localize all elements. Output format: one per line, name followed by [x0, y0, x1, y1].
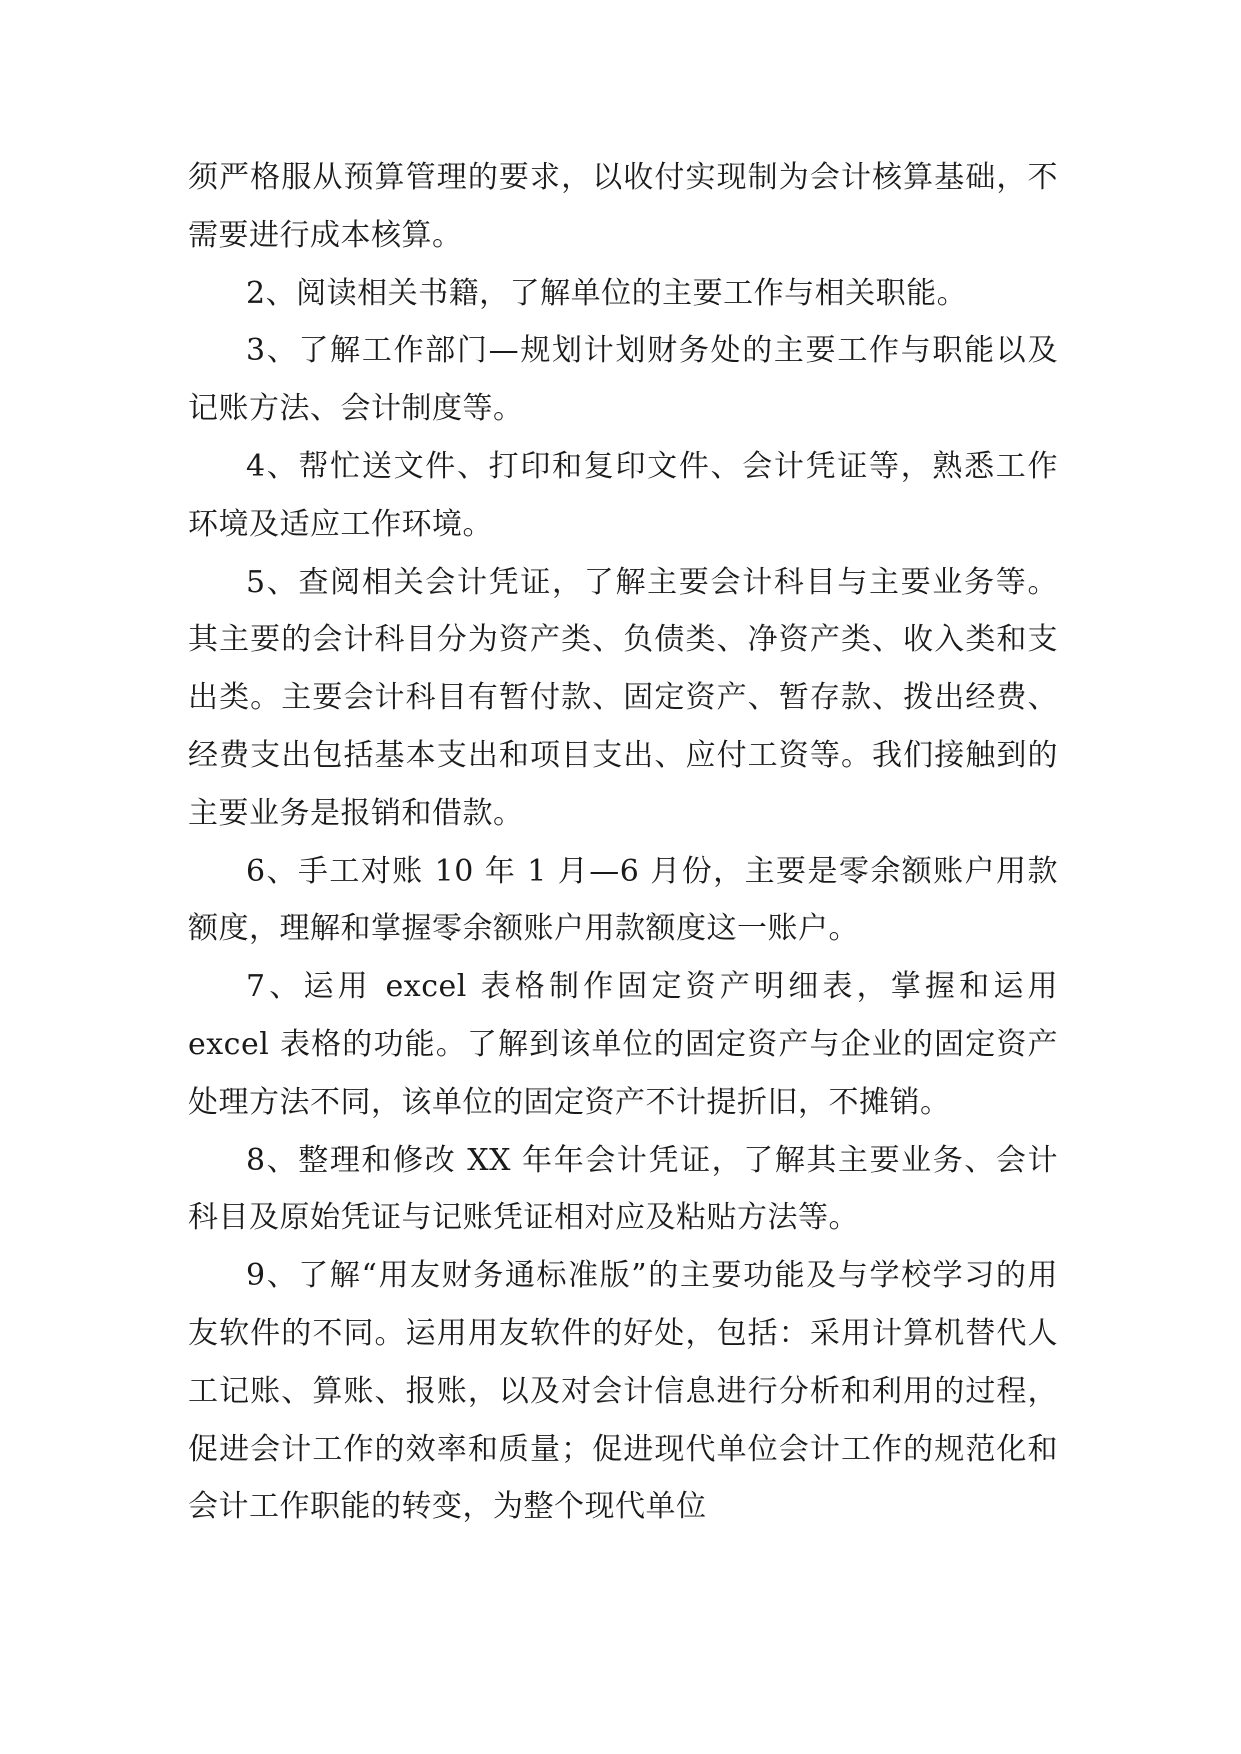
paragraph-item-7: 7、运用 excel 表格制作固定资产明细表，掌握和运用 excel 表格的功能。了解到该单位的固定资产与企业的固定资产处理方法不同，该单位的固定资产不计提折旧，不摊销。: [188, 969, 1058, 1120]
paragraph-item-6: 6、手工对账 10 年 1 月—6 月份，主要是零余额账户用款额度，理解和掌握零余额账户用款额度这一账户。: [188, 853, 1058, 947]
paragraph-item-4: 4、帮忙送文件、打印和复印文件、会计凭证等，熟悉工作环境及适应工作环境。: [188, 448, 1058, 542]
paragraph-item-5: 5、查阅相关会计凭证，了解主要会计科目与主要业务等。其主要的会计科目分为资产类、负债类、净资产类、收入类和支出类。主要会计科目有暂付款、固定资产、暂存款、拨出经费、经费支出包括基本支出和项目支出、应付工资等。我们接触到的主要业务是报销和借款。: [188, 564, 1058, 831]
document-body: [188, 149, 1058, 1536]
paragraph-continuation: 须严格服从预算管理的要求，以收付实现制为会计核算基础，不需要进行成本核算。: [188, 160, 1058, 253]
paragraph-item-9: 9、了解“用友财务通标准版”的主要功能及与学校学习的用友软件的不同。运用用友软件的好处，包括：采用计算机替代人工记账、算账、报账，以及对会计信息进行分析和利用的过程，促进会计工作的效率和质量；促进现代单位会计工作的规范化和会计工作职能的转变，为整个现代单位: [188, 1258, 1058, 1525]
paragraph-item-2: 2、阅读相关书籍，了解单位的主要工作与相关职能。: [246, 275, 968, 311]
paragraph-item-8: 8、整理和修改 XX 年年会计凭证，了解其主要业务、会计科目及原始凭证与记账凭证相对应及粘贴方法等。: [188, 1142, 1058, 1236]
paragraph-item-3: 3、了解工作部门—规划计划财务处的主要工作与职能以及记账方法、会计制度等。: [188, 333, 1058, 427]
